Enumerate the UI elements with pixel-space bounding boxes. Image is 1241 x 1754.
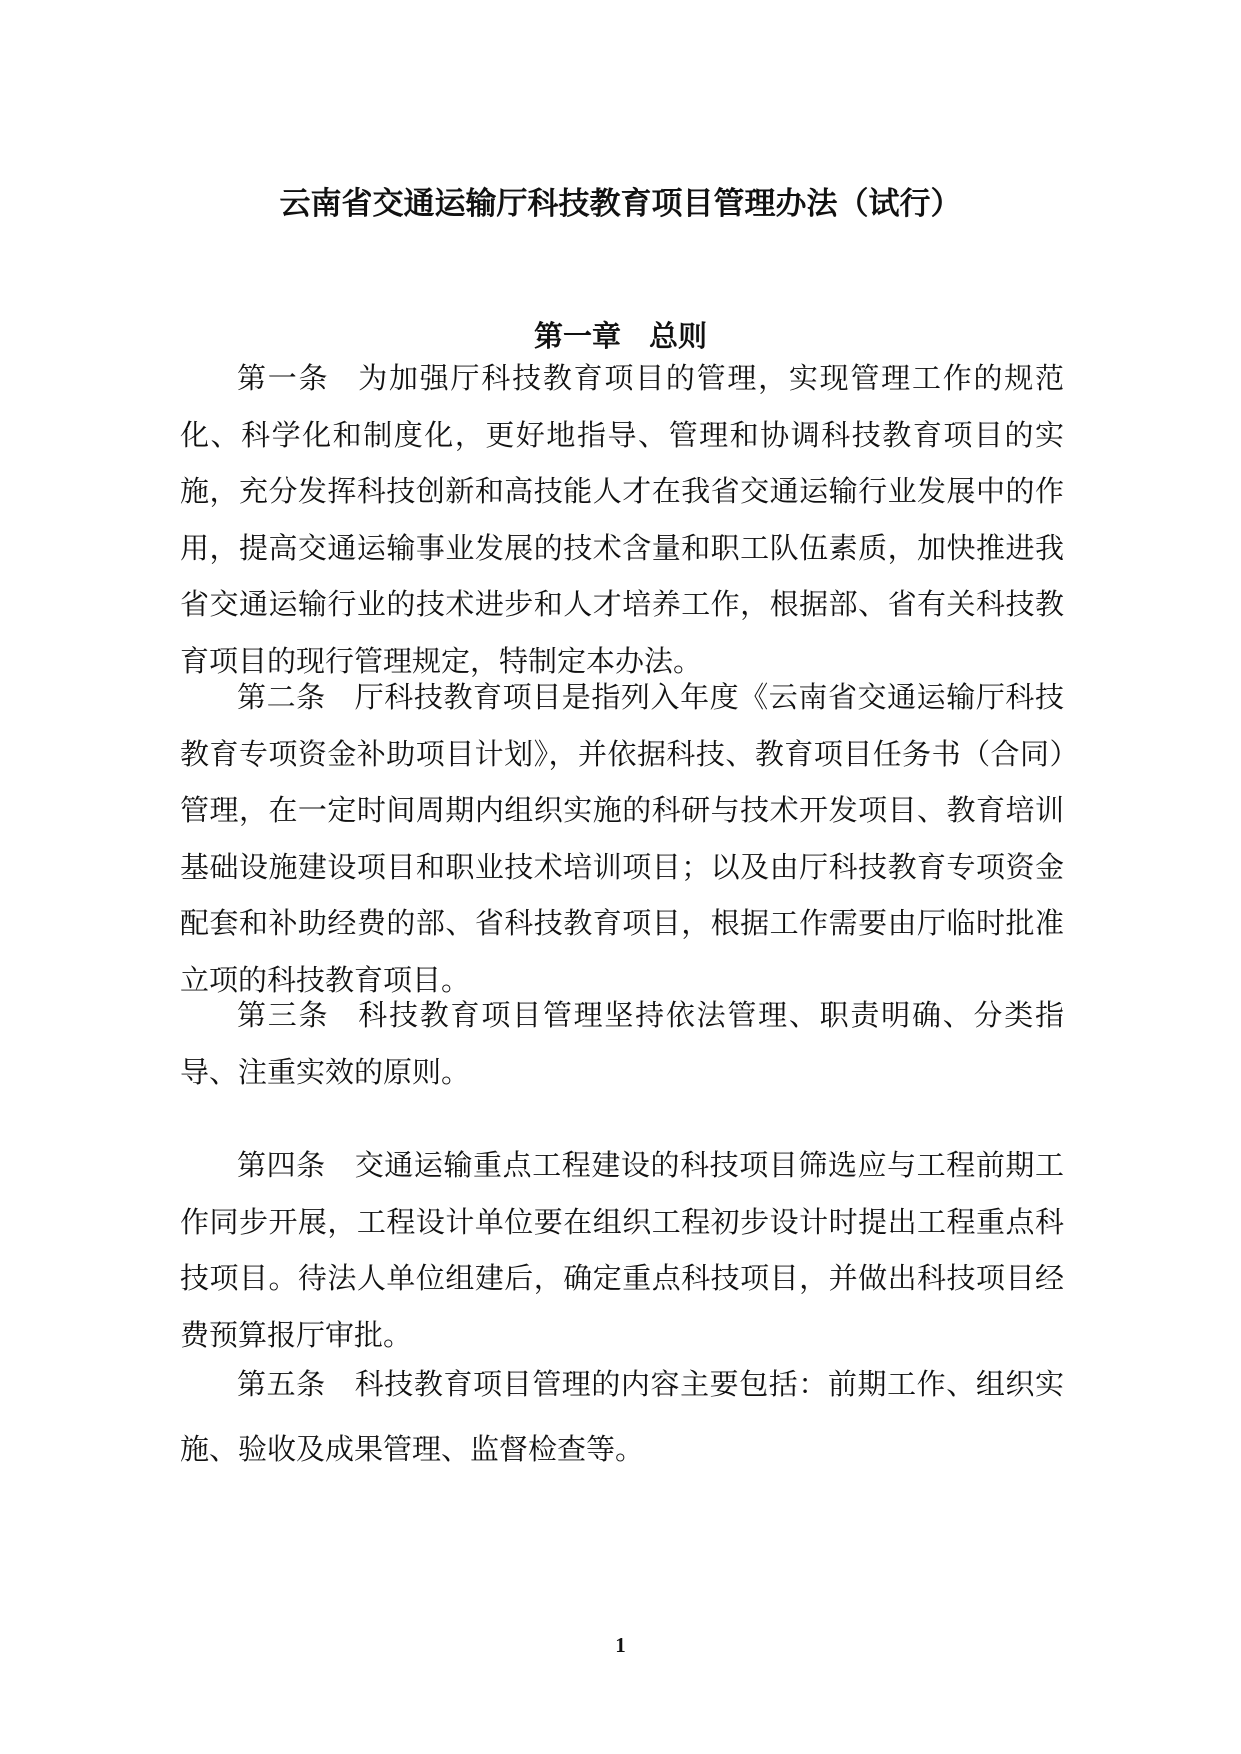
article-number: 第四条 (237, 1148, 326, 1182)
chapter-number: 第一章 (533, 319, 621, 353)
article-text: 科技教育项目管理坚持依法管理、职责明确、分类指导、注重实效的原则。 (180, 998, 1064, 1089)
article-number: 第二条 (237, 680, 326, 714)
page-number: 1 (615, 1633, 626, 1657)
article-1 (180, 350, 1064, 689)
article-5 (180, 1352, 1064, 1482)
article-text: 厅科技教育项目是指列入年度《云南省交通运输厅科技教育专项资金补助项目计划》，并依据科技、教育项目任务书（合同）管理，在一定时间周期内组织实施的科研与技术开发项目、教育培训基础设施建设项目和职业技术培训项目；以及由厅科技教育专项资金配套和补助经费的部、省科技教育项目，根据工作需要由厅临时批准立项的科技教育项目。 (180, 680, 1064, 997)
chapter-name: 总则 (649, 319, 708, 353)
article-number: 第三条 (237, 998, 330, 1032)
article-3 (180, 987, 1064, 1100)
article-number: 第五条 (237, 1367, 326, 1401)
article-text: 科技教育项目管理的内容主要包括：前期工作、组织实施、验收及成果管理、监督检查等。 (180, 1367, 1064, 1466)
article-text: 交通运输重点工程建设的科技项目筛选应与工程前期工作同步开展，工程设计单位要在组织工程初步设计时提出工程重点科技项目。待法人单位组建后，确定重点科技项目，并做出科技项目经费预算报厅审批。 (180, 1148, 1064, 1352)
article-number: 第一条 (237, 361, 330, 395)
article-text: 为加强厅科技教育项目的管理，实现管理工作的规范化、科学化和制度化，更好地指导、管理和协调科技教育项目的实施，充分发挥科技创新和高技能人才在我省交通运输行业发展中的作用，提高交通运输事业发展的技术含量和职工队伍素质，加快推进我省交通运输行业的技术进步和人才培养工作，根据部、省有关科技教育项目的现行管理规定，特制定本办法。 (180, 361, 1064, 678)
article-2 (180, 669, 1064, 1008)
document-title: 云南省交通运输厅科技教育项目管理办法（试行） (279, 186, 962, 222)
article-4 (180, 1137, 1064, 1363)
